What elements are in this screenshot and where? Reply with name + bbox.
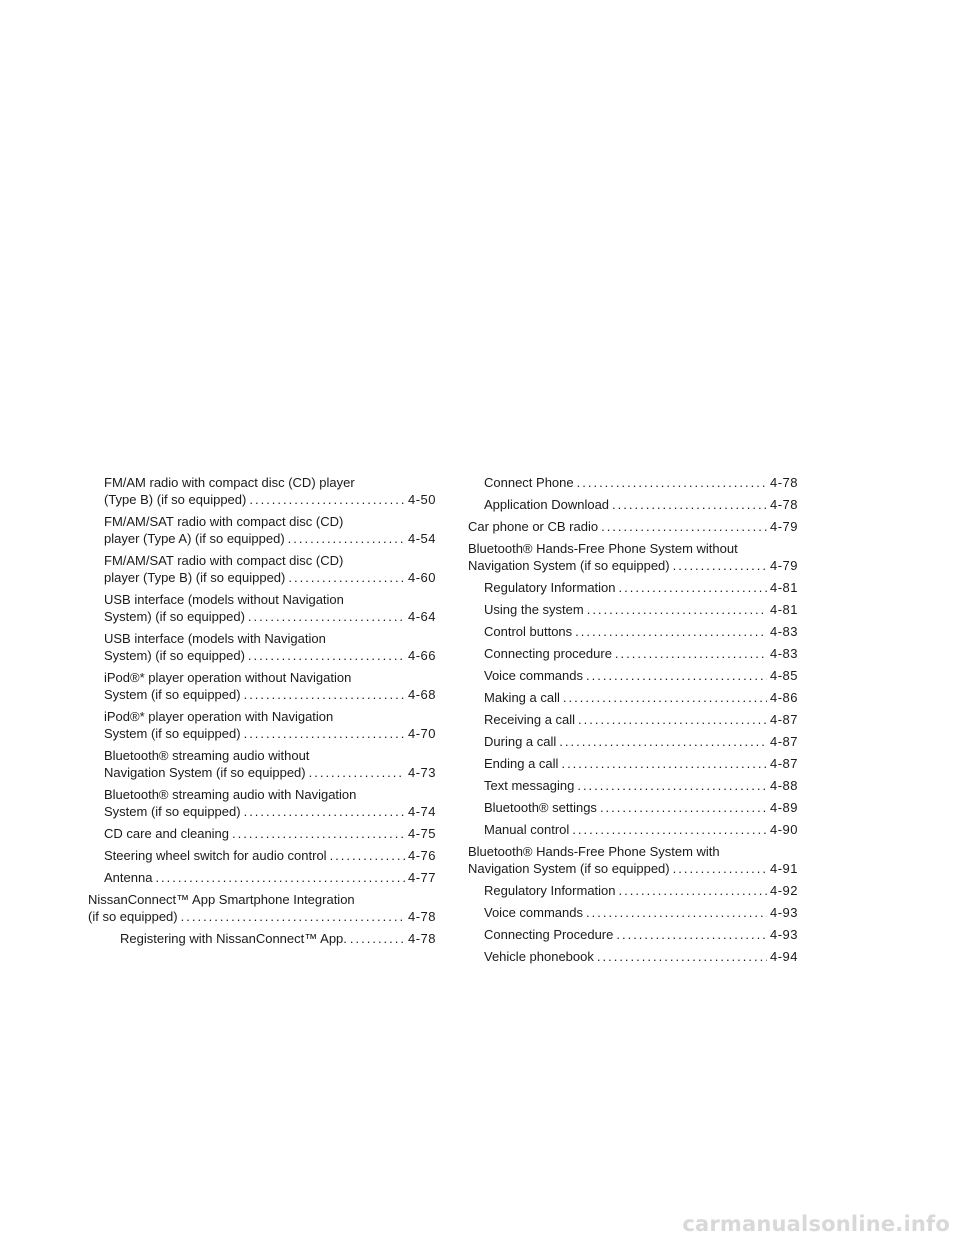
toc-entry[interactable] [468,882,798,899]
toc-entry[interactable] [88,825,436,842]
toc-entry-leader-line [484,882,798,899]
toc-page-number: 4-87 [769,756,798,771]
dot-leader [577,777,767,794]
toc-entry-leader-line [104,569,436,586]
toc-entry-title: System (if so equipped) [104,726,241,741]
toc-entry-leader-line [104,847,436,864]
toc-entry-title: Text messaging [484,778,575,793]
toc-page-number: 4-76 [407,848,436,863]
dot-leader [577,474,767,491]
toc-entry[interactable] [468,843,798,877]
toc-page-number: 4-79 [769,558,798,573]
dot-leader [586,904,767,921]
toc-page-number: 4-78 [407,909,436,924]
toc-entry-leader-line [104,764,436,781]
dot-leader [244,686,405,703]
dot-leader [601,518,767,535]
toc-entry-leader-line [104,686,436,703]
toc-entry-title-line: Bluetooth® Hands-Free Phone System without [468,541,738,556]
toc-entry[interactable] [468,904,798,921]
toc-entry-title: Connect Phone [484,475,574,490]
dot-leader [616,926,767,943]
dot-leader [572,821,767,838]
toc-page-number: 4-89 [769,800,798,815]
toc-page-number: 4-78 [769,497,798,512]
toc-entry[interactable] [468,474,798,491]
toc-entry[interactable] [88,786,436,820]
toc-entry-title-line: USB interface (models without Navigation [104,592,344,607]
toc-entry-title: Making a call [484,690,560,705]
toc-column-left [88,474,436,952]
dot-leader [248,647,405,664]
toc-entry-leader-line [484,496,798,513]
toc-entry-leader-line [104,530,436,547]
toc-entry[interactable] [88,869,436,886]
toc-entry[interactable] [468,667,798,684]
toc-entry-title: CD care and cleaning [104,826,230,841]
toc-entry[interactable] [88,630,436,664]
dot-leader [612,496,767,513]
toc-entry-title-line: NissanConnect™ App Smartphone Integration [88,892,355,907]
toc-entry-title: System) (if so equipped) [104,648,245,663]
toc-entry-title: Regulatory Information [484,580,616,595]
toc-page-number: 4-83 [769,646,798,661]
toc-entry-leader-line [484,904,798,921]
toc-entry-leader-line [484,645,798,662]
dot-leader [619,579,767,596]
toc-entry-title: Using the system [484,602,584,617]
dot-leader [563,689,767,706]
toc-entry-leader-line [468,860,798,877]
toc-entry-title: Voice commands [484,905,583,920]
toc-entry[interactable] [88,891,436,925]
toc-entry-leader-line [104,825,436,842]
toc-entry[interactable] [468,689,798,706]
dot-leader [561,755,767,772]
toc-entry-title: Antenna [104,870,153,885]
toc-entry[interactable] [468,623,798,640]
toc-entry-leader-line [484,755,798,772]
dot-leader [673,860,767,877]
toc-page-number: 4-78 [407,931,436,946]
dot-leader [330,847,405,864]
toc-page-number: 4-90 [769,822,798,837]
toc-entry-leader-line [484,926,798,943]
toc-page-number: 4-85 [769,668,798,683]
toc-entry-title: (if so equipped) [88,909,178,924]
dot-leader [597,948,767,965]
toc-entry-title: player (Type B) (if so equipped) [104,570,286,585]
toc-entry-title: System (if so equipped) [104,804,241,819]
toc-entry-leader-line [104,491,436,508]
dot-leader [619,882,767,899]
dot-leader [288,530,405,547]
dot-leader [586,667,767,684]
toc-entry-title: System) (if so equipped) [104,609,245,624]
toc-entry[interactable] [468,821,798,838]
toc-entry-title: Control buttons [484,624,573,639]
toc-entry-leader-line [104,608,436,625]
dot-leader [559,733,767,750]
toc-entry-leader-line [484,601,798,618]
toc-entry-title: player (Type A) (if so equipped) [104,531,285,546]
toc-page-number: 4-93 [769,905,798,920]
toc-page-number: 4-74 [407,804,436,819]
toc-entry[interactable] [88,747,436,781]
toc-page-number: 4-77 [407,870,436,885]
dot-leader [350,930,405,947]
toc-column-right [468,474,798,970]
toc-page-number: 4-81 [769,580,798,595]
toc-page-number: 4-93 [769,927,798,942]
dot-leader [587,601,767,618]
toc-entry-title: Regulatory Information [484,883,616,898]
toc-entry-leader-line [484,821,798,838]
toc-entry-leader-line [120,930,436,947]
toc-page-number: 4-91 [769,861,798,876]
toc-entry-title: Receiving a call [484,712,576,727]
toc-page-number: 4-79 [769,519,798,534]
dot-leader [181,908,405,925]
toc-entry[interactable] [88,930,436,947]
toc-entry-title: Navigation System (if so equipped) [104,765,306,780]
toc-page-number: 4-83 [769,624,798,639]
toc-entry[interactable] [468,755,798,772]
toc-entry-leader-line [484,623,798,640]
toc-entry-title-line: USB interface (models with Navigation [104,631,326,646]
toc-entry-title: Connecting procedure [484,646,612,661]
toc-entry[interactable] [88,591,436,625]
toc-page-number: 4-50 [407,492,436,507]
toc-entry-leader-line [104,803,436,820]
toc-page-number: 4-73 [407,765,436,780]
toc-page-number: 4-70 [407,726,436,741]
dot-leader [244,803,405,820]
toc-entry-title: Application Download [484,497,610,512]
toc-page-number: 4-66 [407,648,436,663]
toc-entry-leader-line [88,908,436,925]
site-watermark: carmanualsonline.info [682,1212,950,1236]
toc-page-number: 4-54 [407,531,436,546]
toc-page-number: 4-94 [769,949,798,964]
toc-entry[interactable] [88,708,436,742]
toc-entry-leader-line [484,799,798,816]
dot-leader [673,557,767,574]
toc-page-number: 4-75 [407,826,436,841]
toc-entry-title: Car phone or CB radio [468,519,599,534]
toc-entry-title: During a call [484,734,557,749]
toc-entry-title-line: FM/AM radio with compact disc (CD) player [104,475,355,490]
toc-entry-leader-line [484,689,798,706]
dot-leader [288,569,405,586]
toc-entry[interactable] [468,518,798,535]
toc-entry-title-line: FM/AM/SAT radio with compact disc (CD) [104,553,344,568]
dot-leader [578,711,767,728]
toc-page-number: 4-81 [769,602,798,617]
toc-entry-title: Voice commands [484,668,583,683]
toc-entry-title: Navigation System (if so equipped) [468,558,670,573]
toc-entry[interactable] [468,540,798,574]
toc-entry[interactable] [468,645,798,662]
toc-entry-leader-line [484,777,798,794]
toc-entry-leader-line [484,733,798,750]
toc-entry[interactable] [468,926,798,943]
toc-entry[interactable] [468,579,798,596]
toc-entry[interactable] [88,552,436,586]
toc-entry-leader-line [484,711,798,728]
toc-entry-title: Navigation System (if so equipped) [468,861,670,876]
dot-leader [615,645,767,662]
toc-entry-leader-line [468,518,798,535]
toc-entry-title: (Type B) (if so equipped) [104,492,247,507]
toc-entry-title-line: iPod®* player operation without Navigation [104,670,352,685]
dot-leader [575,623,767,640]
toc-entry-leader-line [104,869,436,886]
dot-leader [155,869,405,886]
toc-entry[interactable] [468,777,798,794]
toc-entry-title: Registering with NissanConnect™ App. [120,931,347,946]
toc-entry[interactable] [88,513,436,547]
toc-entry-leader-line [484,667,798,684]
toc-page-number: 4-60 [407,570,436,585]
toc-entry[interactable] [468,711,798,728]
toc-page-number: 4-86 [769,690,798,705]
dot-leader [244,725,405,742]
toc-page-number: 4-87 [769,712,798,727]
toc-entry-title: Bluetooth® settings [484,800,597,815]
toc-entry-title: Vehicle phonebook [484,949,594,964]
dot-leader [249,491,405,508]
toc-entry-title-line: FM/AM/SAT radio with compact disc (CD) [104,514,344,529]
toc-entry[interactable] [468,733,798,750]
dot-leader [248,608,405,625]
toc-entry[interactable] [468,948,798,965]
toc-page-number: 4-87 [769,734,798,749]
dot-leader [600,799,767,816]
toc-entry[interactable] [468,601,798,618]
toc-entry-title-line: Bluetooth® streaming audio without [104,748,310,763]
toc-entry-title: Manual control [484,822,570,837]
dot-leader [309,764,405,781]
toc-entry[interactable] [468,799,798,816]
toc-entry-title-line: Bluetooth® streaming audio with Navigation [104,787,357,802]
dot-leader [232,825,405,842]
toc-entry-leader-line [468,557,798,574]
toc-entry-title-line: Bluetooth® Hands-Free Phone System with [468,844,720,859]
toc-entry-title: Steering wheel switch for audio control [104,848,327,863]
toc-entry-title: Connecting Procedure [484,927,614,942]
toc-page-number: 4-68 [407,687,436,702]
toc-entry-title: System (if so equipped) [104,687,241,702]
toc-page-number: 4-64 [407,609,436,624]
toc-entry-leader-line [484,579,798,596]
toc-entry-title: Ending a call [484,756,559,771]
toc-entry[interactable] [88,847,436,864]
toc-entry-leader-line [484,948,798,965]
toc-entry[interactable] [88,669,436,703]
toc-entry-title-line: iPod®* player operation with Navigation [104,709,334,724]
toc-entry-leader-line [104,725,436,742]
toc-page-number: 4-88 [769,778,798,793]
toc-entry[interactable] [88,474,436,508]
toc-page-number: 4-78 [769,475,798,490]
toc-page-number: 4-92 [769,883,798,898]
toc-entry-leader-line [484,474,798,491]
toc-entry[interactable] [468,496,798,513]
toc-entry-leader-line [104,647,436,664]
